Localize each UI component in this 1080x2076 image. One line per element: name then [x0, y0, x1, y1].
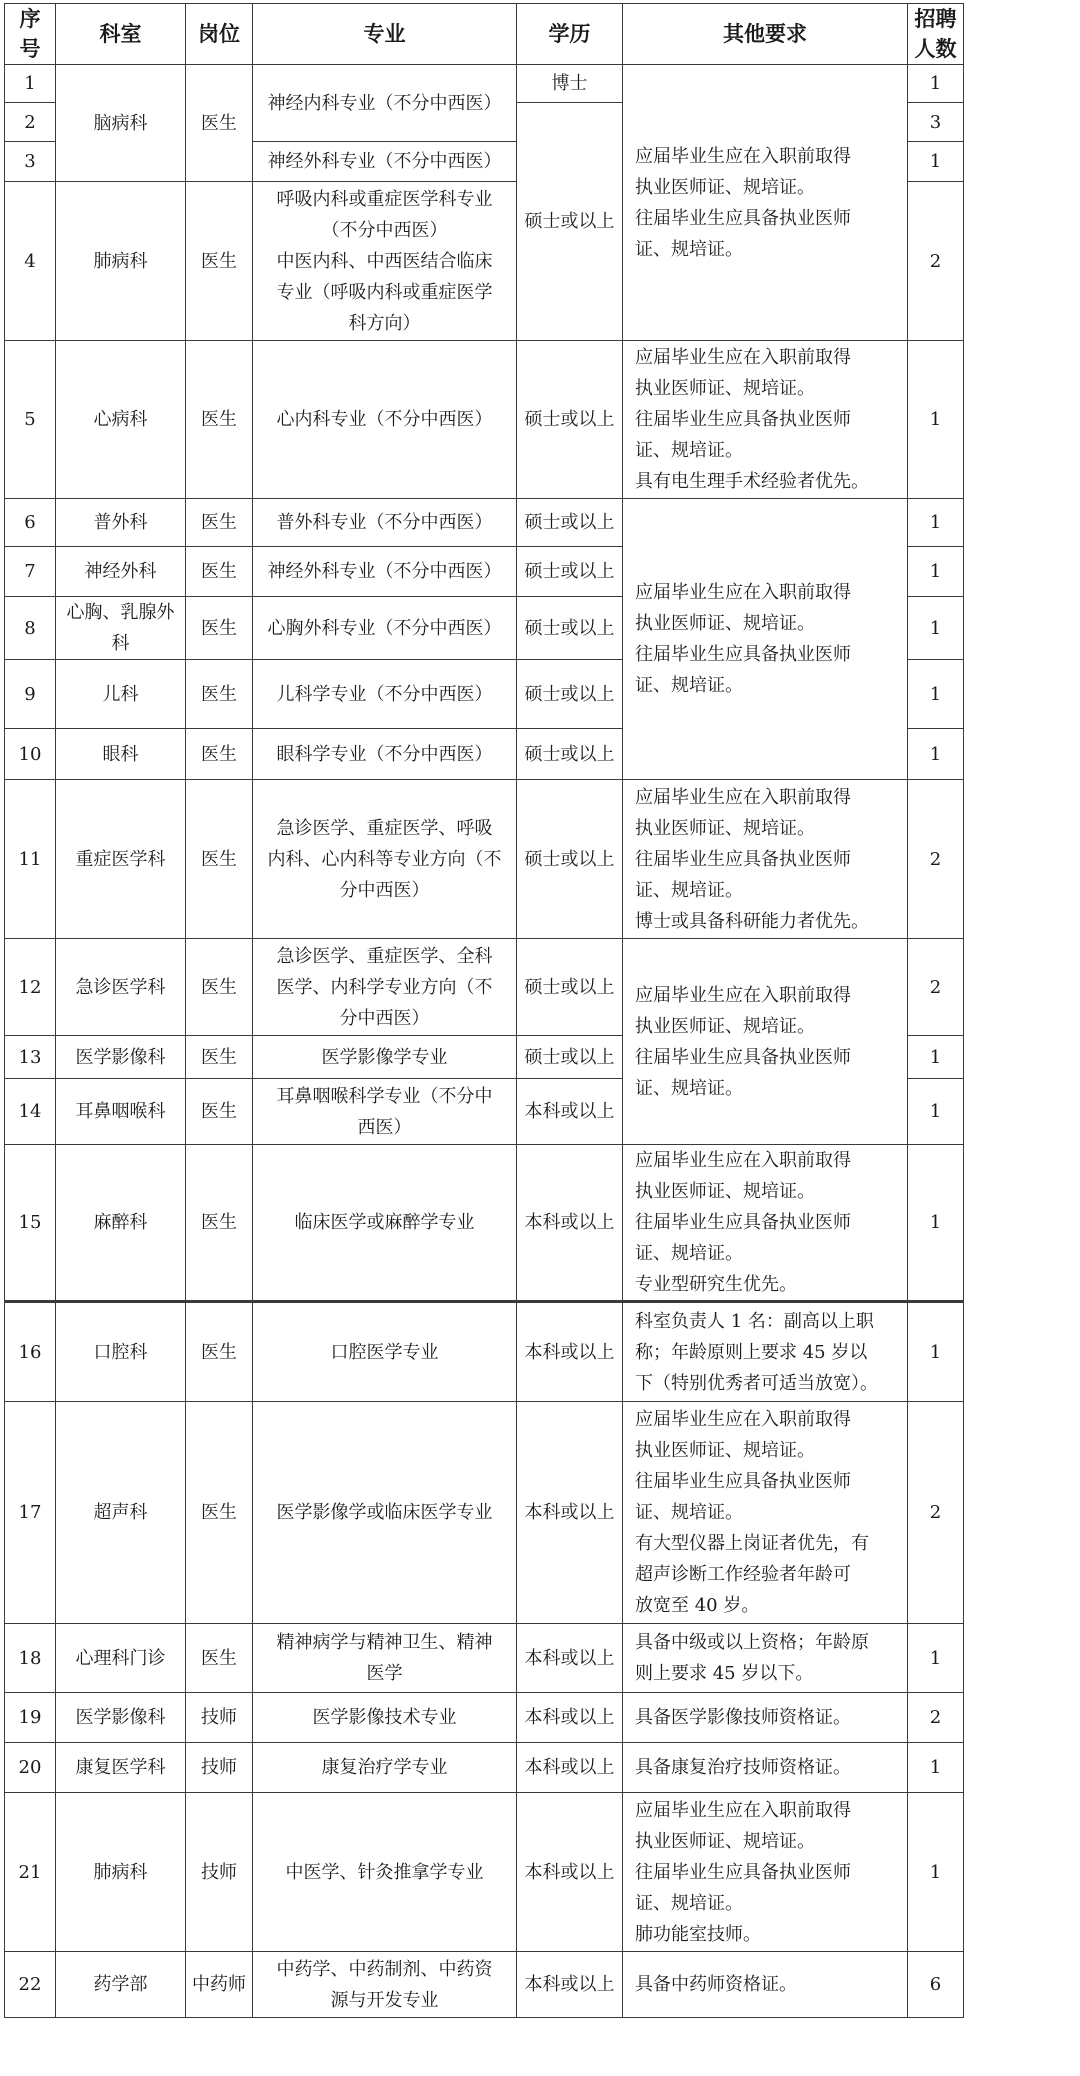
recruitment-table: [4, 3, 964, 2018]
dept-cell: 肺病科: [56, 1793, 186, 1952]
dept-cell: 脑病科: [56, 65, 186, 182]
seq-cell: 22: [5, 1952, 56, 2018]
seq-cell: 9: [5, 660, 56, 729]
seq-cell: 13: [5, 1036, 56, 1079]
count-cell: 1: [908, 660, 964, 729]
edu-cell: 硕士或以上: [517, 341, 623, 499]
dept-cell: 麻醉科: [56, 1145, 186, 1302]
edu-cell: 本科或以上: [517, 1624, 623, 1693]
edu-cell: 博士: [517, 65, 623, 103]
post-cell: 医生: [186, 729, 253, 780]
seq-cell: 15: [5, 1145, 56, 1302]
table-row: [5, 1402, 964, 1624]
dept-cell: 眼科: [56, 729, 186, 780]
header-count: 招聘 人数: [908, 4, 964, 65]
major-cell: 医学影像技术专业: [253, 1693, 517, 1743]
post-cell: 医生: [186, 547, 253, 597]
header-dept: 科室: [56, 4, 186, 65]
major-cell: 医学影像学或临床医学专业: [253, 1402, 517, 1624]
count-cell: 1: [908, 729, 964, 780]
edu-cell: 本科或以上: [517, 1693, 623, 1743]
major-cell: 耳鼻咽喉科学专业（不分中 西医）: [253, 1079, 517, 1145]
seq-cell: 21: [5, 1793, 56, 1952]
req-cell: 应届毕业生应在入职前取得 执业医师证、规培证。 往届毕业生应具备执业医师 证、规培证。: [623, 939, 908, 1145]
dept-cell: 康复医学科: [56, 1743, 186, 1793]
post-cell: 技师: [186, 1793, 253, 1952]
seq-cell: 3: [5, 142, 56, 182]
seq-cell: 10: [5, 729, 56, 780]
edu-cell: 本科或以上: [517, 1743, 623, 1793]
req-cell: 应届毕业生应在入职前取得 执业医师证、规培证。 往届毕业生应具备执业医师 证、规培证。 肺功能室技师。: [623, 1793, 908, 1952]
table-row: [5, 1693, 964, 1743]
req-cell: 应届毕业生应在入职前取得 执业医师证、规培证。 往届毕业生应具备执业医师 证、规培证。: [623, 65, 908, 341]
major-cell: 神经外科专业（不分中西医）: [253, 547, 517, 597]
seq-cell: 8: [5, 597, 56, 660]
header-post: 岗位: [186, 4, 253, 65]
count-cell: 2: [908, 1693, 964, 1743]
post-cell: 医生: [186, 182, 253, 341]
edu-cell: 硕士或以上: [517, 939, 623, 1036]
count-cell: 2: [908, 939, 964, 1036]
edu-cell: 硕士或以上: [517, 780, 623, 939]
post-cell: 医生: [186, 1036, 253, 1079]
seq-cell: 14: [5, 1079, 56, 1145]
post-cell: 医生: [186, 939, 253, 1036]
major-cell: 儿科学专业（不分中西医）: [253, 660, 517, 729]
req-cell: 具备中药师资格证。: [623, 1952, 908, 2018]
dept-cell: 心病科: [56, 341, 186, 499]
major-cell: 心胸外科专业（不分中西医）: [253, 597, 517, 660]
dept-cell: 心胸、乳腺外科: [56, 597, 186, 660]
post-cell: 医生: [186, 65, 253, 182]
post-cell: 医生: [186, 1302, 253, 1402]
seq-cell: 5: [5, 341, 56, 499]
major-cell: 中药学、中药制剂、中药资 源与开发专业: [253, 1952, 517, 2018]
major-cell: 急诊医学、重症医学、呼吸 内科、心内科等专业方向（不 分中西医）: [253, 780, 517, 939]
dept-cell: 神经外科: [56, 547, 186, 597]
post-cell: 医生: [186, 1145, 253, 1302]
dept-cell: 药学部: [56, 1952, 186, 2018]
count-cell: 1: [908, 1302, 964, 1402]
dept-cell: 医学影像科: [56, 1693, 186, 1743]
dept-cell: 急诊医学科: [56, 939, 186, 1036]
count-cell: 2: [908, 780, 964, 939]
edu-cell: 硕士或以上: [517, 729, 623, 780]
major-cell: 中医学、针灸推拿学专业: [253, 1793, 517, 1952]
table-row: [5, 341, 964, 499]
req-cell: 科室负责人 1 名：副高以上职 称；年龄原则上要求 45 岁以 下（特别优秀者可适当放宽）。: [623, 1302, 908, 1402]
edu-cell: 硕士或以上: [517, 499, 623, 547]
count-cell: 1: [908, 1624, 964, 1693]
req-cell: 应届毕业生应在入职前取得 执业医师证、规培证。 往届毕业生应具备执业医师 证、规培证。 专业型研究生优先。: [623, 1145, 908, 1302]
count-cell: 2: [908, 182, 964, 341]
header-row: [5, 4, 964, 65]
count-cell: 1: [908, 1079, 964, 1145]
dept-cell: 心理科门诊: [56, 1624, 186, 1693]
seq-cell: 4: [5, 182, 56, 341]
post-cell: 医生: [186, 1402, 253, 1624]
post-cell: 医生: [186, 660, 253, 729]
post-cell: 技师: [186, 1743, 253, 1793]
count-cell: 1: [908, 341, 964, 499]
major-cell: 口腔医学专业: [253, 1302, 517, 1402]
major-cell: 临床医学或麻醉学专业: [253, 1145, 517, 1302]
table-row: [5, 780, 964, 939]
req-cell: 具备康复治疗技师资格证。: [623, 1743, 908, 1793]
dept-cell: 普外科: [56, 499, 186, 547]
dept-cell: 医学影像科: [56, 1036, 186, 1079]
table-row: [5, 939, 964, 1036]
post-cell: 医生: [186, 1624, 253, 1693]
seq-cell: 11: [5, 780, 56, 939]
count-cell: 1: [908, 1036, 964, 1079]
header-seq: 序 号: [5, 4, 56, 65]
major-cell: 眼科学专业（不分中西医）: [253, 729, 517, 780]
table-row: [5, 1624, 964, 1693]
count-cell: 1: [908, 499, 964, 547]
major-cell: 精神病学与精神卫生、精神 医学: [253, 1624, 517, 1693]
count-cell: 1: [908, 1793, 964, 1952]
major-cell: 神经外科专业（不分中西医）: [253, 142, 517, 182]
post-cell: 医生: [186, 499, 253, 547]
dept-cell: 口腔科: [56, 1302, 186, 1402]
count-cell: 1: [908, 142, 964, 182]
table-row: [5, 1743, 964, 1793]
seq-cell: 1: [5, 65, 56, 103]
seq-cell: 7: [5, 547, 56, 597]
major-cell: 医学影像学专业: [253, 1036, 517, 1079]
seq-cell: 17: [5, 1402, 56, 1624]
count-cell: 1: [908, 65, 964, 103]
count-cell: 2: [908, 1402, 964, 1624]
table-row: [5, 1793, 964, 1952]
major-cell: 心内科专业（不分中西医）: [253, 341, 517, 499]
edu-cell: 硕士或以上: [517, 547, 623, 597]
edu-cell: 本科或以上: [517, 1402, 623, 1624]
seq-cell: 6: [5, 499, 56, 547]
dept-cell: 儿科: [56, 660, 186, 729]
post-cell: 医生: [186, 1079, 253, 1145]
table-row: [5, 1145, 964, 1302]
dept-cell: 超声科: [56, 1402, 186, 1624]
edu-cell: 本科或以上: [517, 1302, 623, 1402]
major-cell: 神经内科专业（不分中西医）: [253, 65, 517, 142]
post-cell: 医生: [186, 341, 253, 499]
edu-cell: 硕士或以上: [517, 103, 623, 341]
major-cell: 急诊医学、重症医学、全科 医学、内科学专业方向（不 分中西医）: [253, 939, 517, 1036]
post-cell: 医生: [186, 780, 253, 939]
edu-cell: 硕士或以上: [517, 660, 623, 729]
table-row: [5, 499, 964, 547]
req-cell: 应届毕业生应在入职前取得 执业医师证、规培证。 往届毕业生应具备执业医师 证、规培证。: [623, 499, 908, 780]
seq-cell: 16: [5, 1302, 56, 1402]
count-cell: 1: [908, 597, 964, 660]
seq-cell: 18: [5, 1624, 56, 1693]
post-cell: 医生: [186, 597, 253, 660]
header-req: 其他要求: [623, 4, 908, 65]
header-major: 专业: [253, 4, 517, 65]
seq-cell: 2: [5, 103, 56, 142]
header-edu: 学历: [517, 4, 623, 65]
edu-cell: 本科或以上: [517, 1145, 623, 1302]
count-cell: 1: [908, 1145, 964, 1302]
req-cell: 具备医学影像技师资格证。: [623, 1693, 908, 1743]
major-cell: 呼吸内科或重症医学科专业 （不分中西医） 中医内科、中西医结合临床 专业（呼吸内科或重症医学 科方向）: [253, 182, 517, 341]
count-cell: 3: [908, 103, 964, 142]
edu-cell: 硕士或以上: [517, 597, 623, 660]
edu-cell: 硕士或以上: [517, 1036, 623, 1079]
count-cell: 1: [908, 547, 964, 597]
seq-cell: 20: [5, 1743, 56, 1793]
req-cell: 应届毕业生应在入职前取得 执业医师证、规培证。 往届毕业生应具备执业医师 证、规培证。 具有电生理手术经验者优先。: [623, 341, 908, 499]
dept-cell: 重症医学科: [56, 780, 186, 939]
major-cell: 普外科专业（不分中西医）: [253, 499, 517, 547]
edu-cell: 本科或以上: [517, 1079, 623, 1145]
count-cell: 6: [908, 1952, 964, 2018]
edu-cell: 本科或以上: [517, 1793, 623, 1952]
post-cell: 中药师: [186, 1952, 253, 2018]
dept-cell: 耳鼻咽喉科: [56, 1079, 186, 1145]
edu-cell: 本科或以上: [517, 1952, 623, 2018]
table-row: [5, 65, 964, 103]
dept-cell: 肺病科: [56, 182, 186, 341]
seq-cell: 19: [5, 1693, 56, 1743]
major-cell: 康复治疗学专业: [253, 1743, 517, 1793]
count-cell: 1: [908, 1743, 964, 1793]
req-cell: 应届毕业生应在入职前取得 执业医师证、规培证。 往届毕业生应具备执业医师 证、规培证。 有大型仪器上岗证者优先，有 超声诊断工作经验者年龄可 放宽至 40 岁。: [623, 1402, 908, 1624]
table-row: [5, 1952, 964, 2018]
table-row: [5, 1302, 964, 1402]
post-cell: 技师: [186, 1693, 253, 1743]
seq-cell: 12: [5, 939, 56, 1036]
req-cell: 应届毕业生应在入职前取得 执业医师证、规培证。 往届毕业生应具备执业医师 证、规培证。 博士或具备科研能力者优先。: [623, 780, 908, 939]
req-cell: 具备中级或以上资格；年龄原 则上要求 45 岁以下。: [623, 1624, 908, 1693]
